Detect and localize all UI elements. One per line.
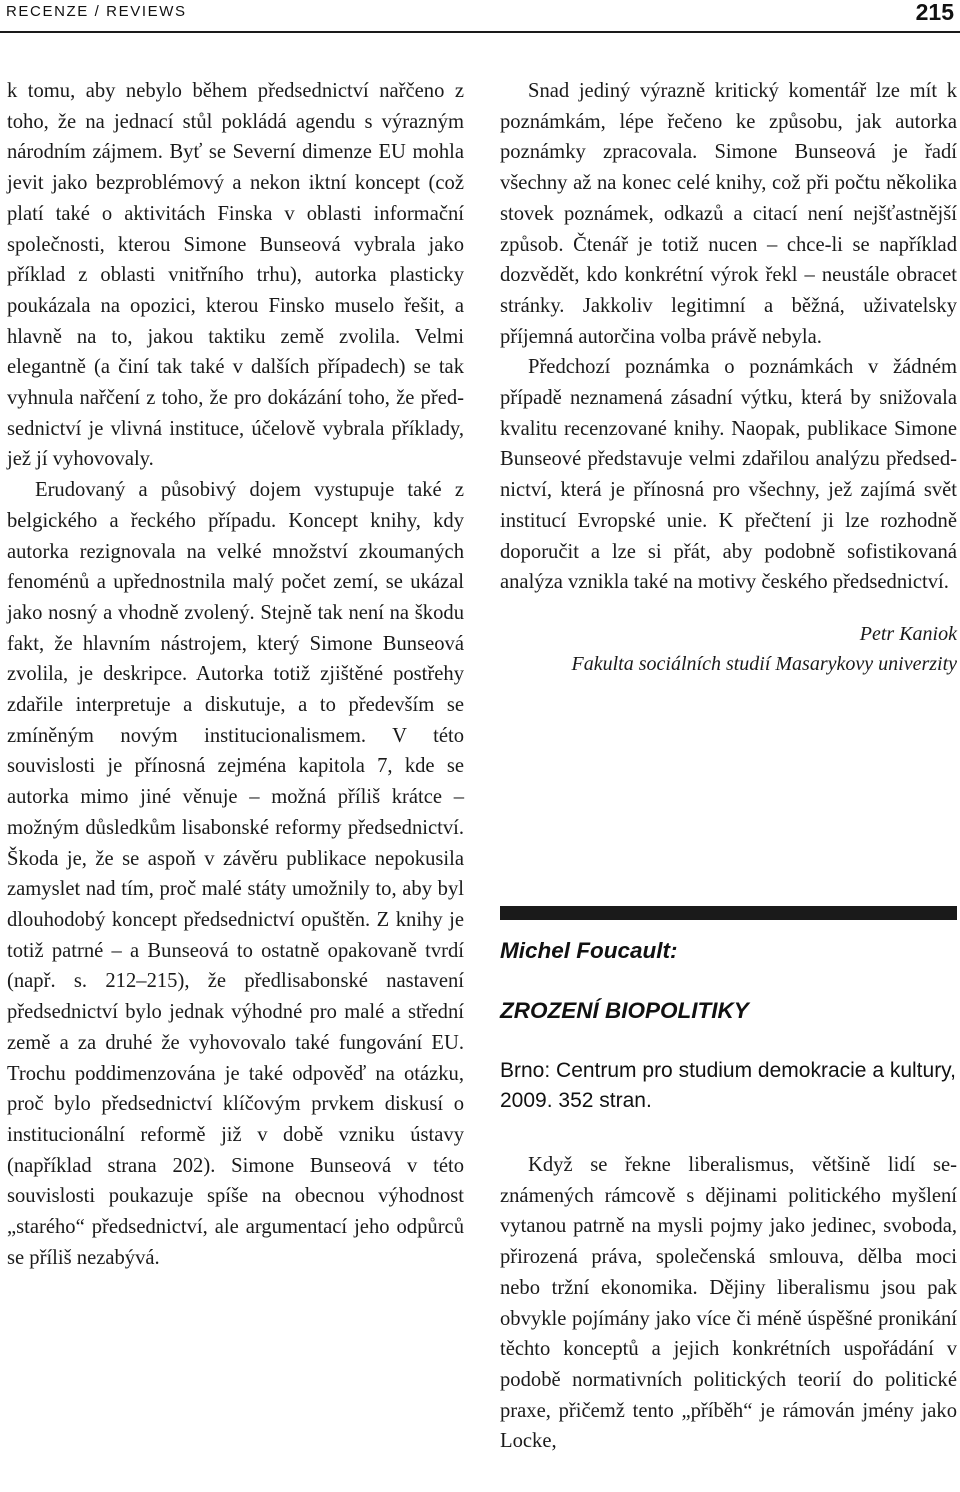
book-heading — [500, 936, 957, 1116]
running-head: RECENZE / REVIEWS — [6, 3, 187, 20]
paragraph: Když se řekne liberalismus, většině lidí seznámených rámcově s dějinami politického myšlení vytanou patrně na mysli pojmy jako jedinec, svoboda, přirozená práva, společenská smlouva, dělba moci nebo tržní ekonomika. Dějiny liberalismu jsou pak obvykle pojímány jako více či méně úspěšné pronikání těchto konceptů a jejich konkrétních uspořádání v podobě normativních politických teorií do politické praxe, přičemž tento „příběh“ je rámován jmény jako Locke, — [500, 1154, 957, 1453]
paragraph: Snad jediný výrazně kritický komentář lze mít k poznámkám, lépe řečeno ke způsobu, jak autorka poznámky zpracovala. Simone Bunseová je řadí všechny až na konec celé knihy, což při počtu několika stovek poznámek, odkazů a citací není nejšťastnější způsob. Čtenář je totiž nucen – chce-li se například dozvědět, kdo konkrétní výrok řekl – neustále obracet stránky. Jakkoliv legitimní a běžná, uživatelsky příjemná autorčina volba právě nebyla. — [500, 80, 957, 348]
left-column — [7, 76, 464, 1273]
section-divider-bar — [500, 906, 957, 920]
reviewer-name: Petr Kaniok — [859, 622, 957, 645]
paragraph: Erudovaný a působivý dojem vystupuje také z belgického a řeckého případu. Koncept knihy, kdy autorka rezignovala na velké množství zkoumaných fenoménů a upřednostnila malý počet zemí, se ukázal jako nosný a vhodně zvolený. Stejně tak není na škodu fakt, že hlavním nástrojem, který Simone Bunseová zvolila, je deskripce. Autorka totiž zjištěné postřehy zdařile interpretuje a diskutuje, a to především se zmíněným novým institucionalismem. V této souvislosti je přínosná zejména kapitola 7, kde se autorka mimo jiné věnuje – možná příliš krátce – možným důsledkům lisabonské reformy předsednictví. Škoda je, že se aspoň v závěru publikace nepokusila zamyslet nad tím, proč malé státy umožnily to, aby byl dlouhodobý koncept předsednictví opuštěn. Z knihy je totiž patrné – a Bunseová to ostatně opakovaně tvrdí (např. s. 212–215), že předlisabonské nastavení předsednictví bylo jednak výhodné pro malé a střední země a za druhé že vyhovovalo také fungování EU. Trochu poddimenzována je také odpověď na otázku, proč bylo předsednictví klíčovým prvkem diskusí o institucionální reformě již v době vzniku ústavy (například strana 202). Simone Bunseová v této souvislosti poukazuje spíše na obecnou výhodnost „starého“ předsednictví, ale argumentací jeho odpůrců se příliš nezabývá. — [7, 479, 464, 1269]
paragraph: Předchozí poznámka o poznámkách v žádném případě neznamená zásadní výtku, která by snižovala kvalitu recenzované knihy. Naopak, publikace Simone Bunseové představuje velmi zdařilou analýzu předsednictví, která je přínosná pro všechny, jež zajímá svět institucí Evropské unie. K přečtení ji lze rozhodně doporučit a lze si přát, aby podobně sofistikovaná analýza vznikla také na motivy českého předsednictví. — [500, 356, 957, 594]
book-author: Michel Foucault: — [500, 938, 678, 963]
header-rule — [0, 31, 960, 33]
book-publication-info: Brno: Centrum pro studium demokracie a kultury, 2009. 352 stran. — [500, 1059, 956, 1112]
paragraph: k tomu, aby nebylo během předsednictví nařčeno z toho, že na jednací stůl pokládá agendu s výrazným národním zájmem. Byť se Severní dimenze EU mohla jevit jako bezproblémový a nekon iktní koncept (což platí také o aktivitách Finska v oblasti informační společnosti, kterou Simone Bunseová vybrala jako příklad z oblasti vnitřního trhu), autorka plasticky poukázala na opozici, kterou Finsko muselo řešit, a hlavně na to, jakou taktiku země zvolila. Velmi elegantně (a činí tak také v dalších případech) se tak vyhnula nařčení z toho, že pro dokázání toho, že předsednictví je vlivná instituce, účelově vybrala příklady, jež jí vyhovovaly. — [7, 80, 464, 471]
page-number: 215 — [915, 0, 954, 25]
reviewer-affiliation: Fakulta sociálních studií Masarykovy univerzity — [571, 652, 957, 675]
book-title: ZROZENÍ BIOPOLITIKY — [500, 998, 749, 1023]
right-column — [500, 76, 957, 679]
book-review-text — [500, 1150, 957, 1457]
page-header — [0, 0, 960, 34]
review-signature — [500, 619, 957, 679]
